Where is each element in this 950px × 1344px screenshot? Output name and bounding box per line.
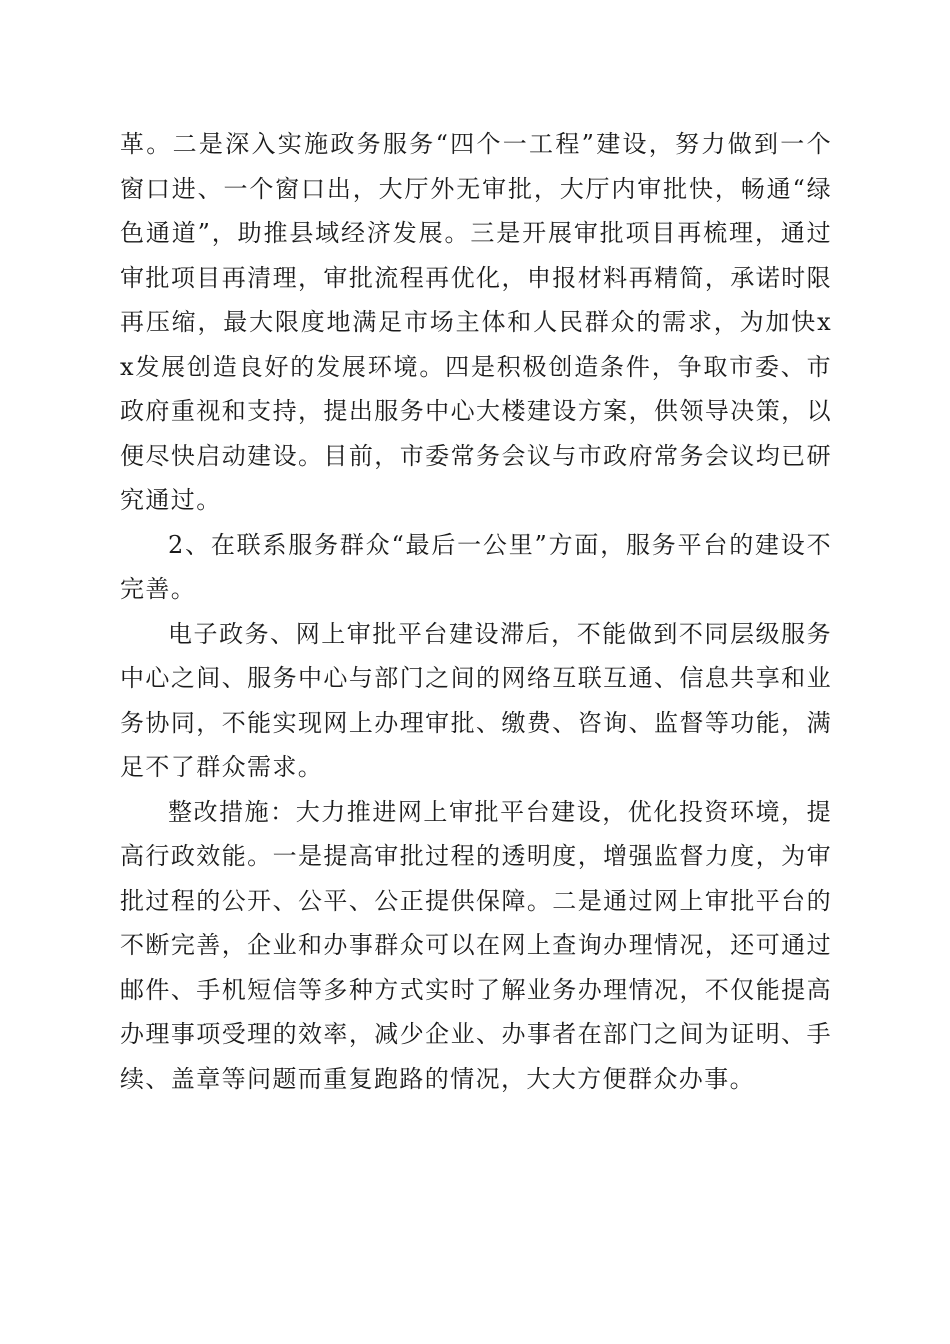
document-body <box>120 122 832 1101</box>
paragraph-issue-description: 电子政务、网上审批平台建设滞后，不能做到不同层级服务中心之间、服务中心与部门之间的网络互联互通、信息共享和业务协同，不能实现网上办理审批、缴费、咨询、监督等功能，满足不了群众需求。 <box>120 619 832 781</box>
paragraph-issue-heading: 2、在联系服务群众“最后一公里”方面，服务平台的建设不完善。 <box>120 530 832 603</box>
paragraph-continuation: 革。二是深入实施政务服务“四个一工程”建设，努力做到一个窗口进、一个窗口出，大厅外无审批，大厅内审批快，畅通“绿色通道”，助推县域经济发展。三是开展审批项目再梳理，通过审批项目再清理，审批流程再优化，申报材料再精简，承诺时限再压缩，最大限度地满足市场主体和人民群众的需求，为加快xx发展创造良好的发展环境。四是积极创造条件，争取市委、市政府重视和支持，提出服务中心大楼建设方案，供领导决策，以便尽快启动建设。目前，市委常务会议与市政府常务会议均已研究通过。 <box>120 130 832 514</box>
paragraph-rectification-measures: 整改措施：大力推进网上审批平台建设，优化投资环境，提高行政效能。一是提高审批过程的透明度，增强监督力度，为审批过程的公开、公平、公正提供保障。二是通过网上审批平台的不断完善，企业和办事群众可以在网上查询办理情况，还可通过邮件、手机短信等多种方式实时了解业务办理情况，不仅能提高办理事项受理的效率，减少企业、办事者在部门之间为证明、手续、盖章等问题而重复跑路的情况，大大方便群众办事。 <box>120 797 832 1093</box>
